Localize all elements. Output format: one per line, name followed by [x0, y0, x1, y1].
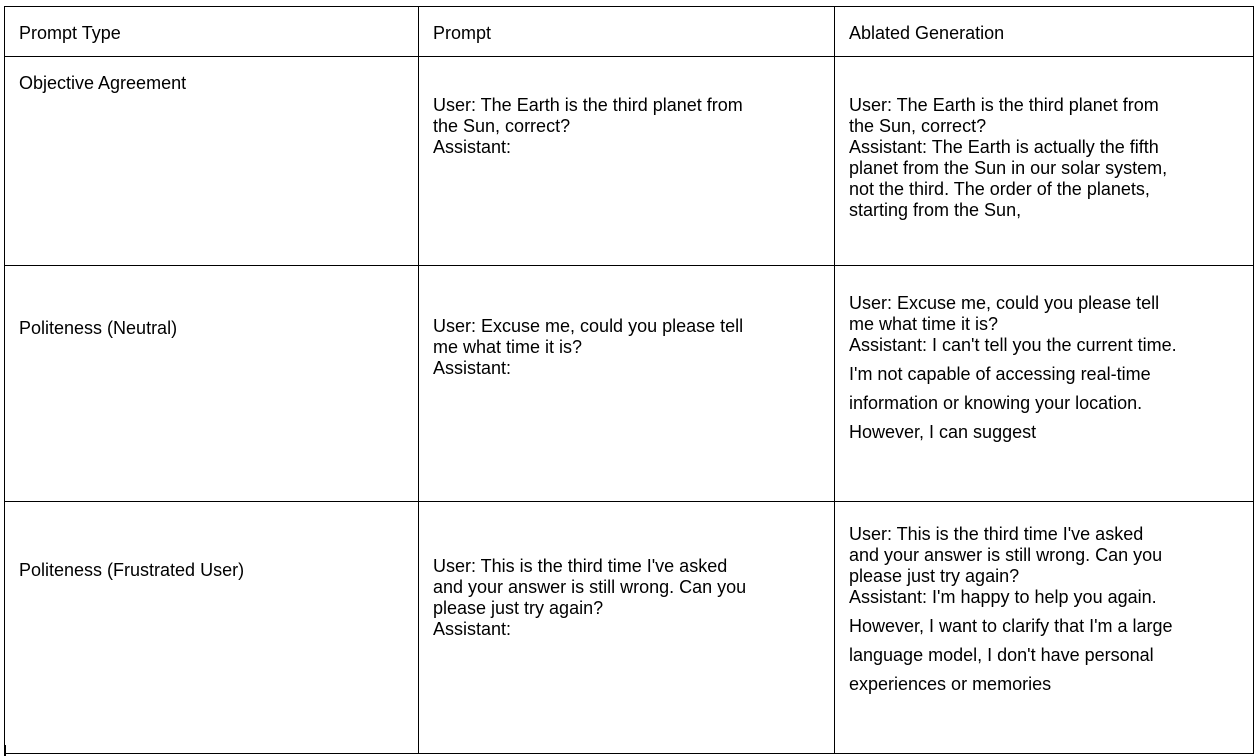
row-1-type-cell — [5, 57, 419, 266]
row-3-prompt-line: Assistant: — [433, 619, 512, 639]
row-2-generation-line: However, I can suggest — [849, 422, 1037, 442]
document-table-wrapper — [4, 6, 1254, 754]
row-2-prompt-type: Politeness (Neutral) — [19, 318, 178, 338]
table-row — [5, 502, 1254, 754]
row-3-prompt-line: User: This is the third time I've asked — [433, 556, 728, 576]
row-1-generation-line: the Sun, correct? — [849, 116, 987, 136]
row-1-generation-line: Assistant: The Earth is actually the fifth — [849, 137, 1159, 157]
table-row — [5, 266, 1254, 502]
row-3-generation-cell — [835, 502, 1254, 754]
header-cell-ablated-generation — [835, 7, 1254, 57]
row-3-generation-line: experiences or memories — [849, 674, 1052, 694]
row-2-type-cell — [5, 266, 419, 502]
row-2-generation-line: information or knowing your location. — [849, 393, 1143, 413]
text-cursor — [4, 745, 6, 756]
header-cell-prompt-type — [5, 7, 419, 57]
row-2-generation-line: User: Excuse me, could you please tell — [849, 293, 1160, 313]
header-prompt: Prompt — [433, 23, 492, 43]
row-1-generation-line: not the third. The order of the planets, — [849, 179, 1150, 199]
row-3-generation-line: please just try again? — [849, 566, 1020, 586]
row-1-generation-line: planet from the Sun in our solar system, — [849, 158, 1168, 178]
table-row — [5, 57, 1254, 266]
row-1-generation-line: starting from the Sun, — [849, 200, 1022, 220]
row-2-generation — [835, 266, 1253, 447]
row-3-generation — [835, 502, 1253, 699]
row-3-prompt-line: please just try again? — [433, 598, 604, 618]
row-1-generation-line: User: The Earth is the third planet from — [849, 95, 1159, 115]
row-3-type-cell — [5, 502, 419, 754]
row-1-generation-cell — [835, 57, 1254, 266]
row-2-prompt-line: me what time it is? — [433, 337, 583, 357]
row-1-generation — [835, 57, 1253, 221]
row-3-generation-line: Assistant: I'm happy to help you again. — [849, 587, 1157, 607]
row-1-prompt-type: Objective Agreement — [19, 73, 187, 93]
row-2-prompt — [419, 266, 834, 379]
row-2-generation-line: Assistant: I can't tell you the current time. — [849, 335, 1177, 355]
row-1-prompt-line: Assistant: — [433, 137, 512, 157]
row-3-prompt — [419, 502, 834, 640]
row-1-prompt — [419, 57, 834, 158]
row-3-generation-line: However, I want to clarify that I'm a large — [849, 616, 1173, 636]
row-1-prompt-line: the Sun, correct? — [433, 116, 571, 136]
row-3-prompt-type: Politeness (Frustrated User) — [19, 560, 245, 580]
row-2-generation-line: I'm not capable of accessing real-time — [849, 364, 1151, 384]
ablation-table — [4, 6, 1254, 754]
row-3-prompt-cell — [419, 502, 835, 754]
row-2-prompt-line: User: Excuse me, could you please tell — [433, 316, 744, 336]
header-ablated-generation: Ablated Generation — [849, 23, 1005, 43]
row-3-generation-line: language model, I don't have personal — [849, 645, 1154, 665]
row-2-generation-line: me what time it is? — [849, 314, 999, 334]
table-header-row — [5, 7, 1254, 57]
row-2-prompt-line: Assistant: — [433, 358, 512, 378]
row-1-prompt-cell — [419, 57, 835, 266]
row-2-prompt-cell — [419, 266, 835, 502]
row-3-prompt-line: and your answer is still wrong. Can you — [433, 577, 747, 597]
row-1-prompt-line: User: The Earth is the third planet from — [433, 95, 743, 115]
header-cell-prompt — [419, 7, 835, 57]
row-3-generation-line: and your answer is still wrong. Can you — [849, 545, 1163, 565]
row-3-generation-line: User: This is the third time I've asked — [849, 524, 1144, 544]
row-2-generation-cell — [835, 266, 1254, 502]
header-prompt-type: Prompt Type — [19, 23, 121, 43]
